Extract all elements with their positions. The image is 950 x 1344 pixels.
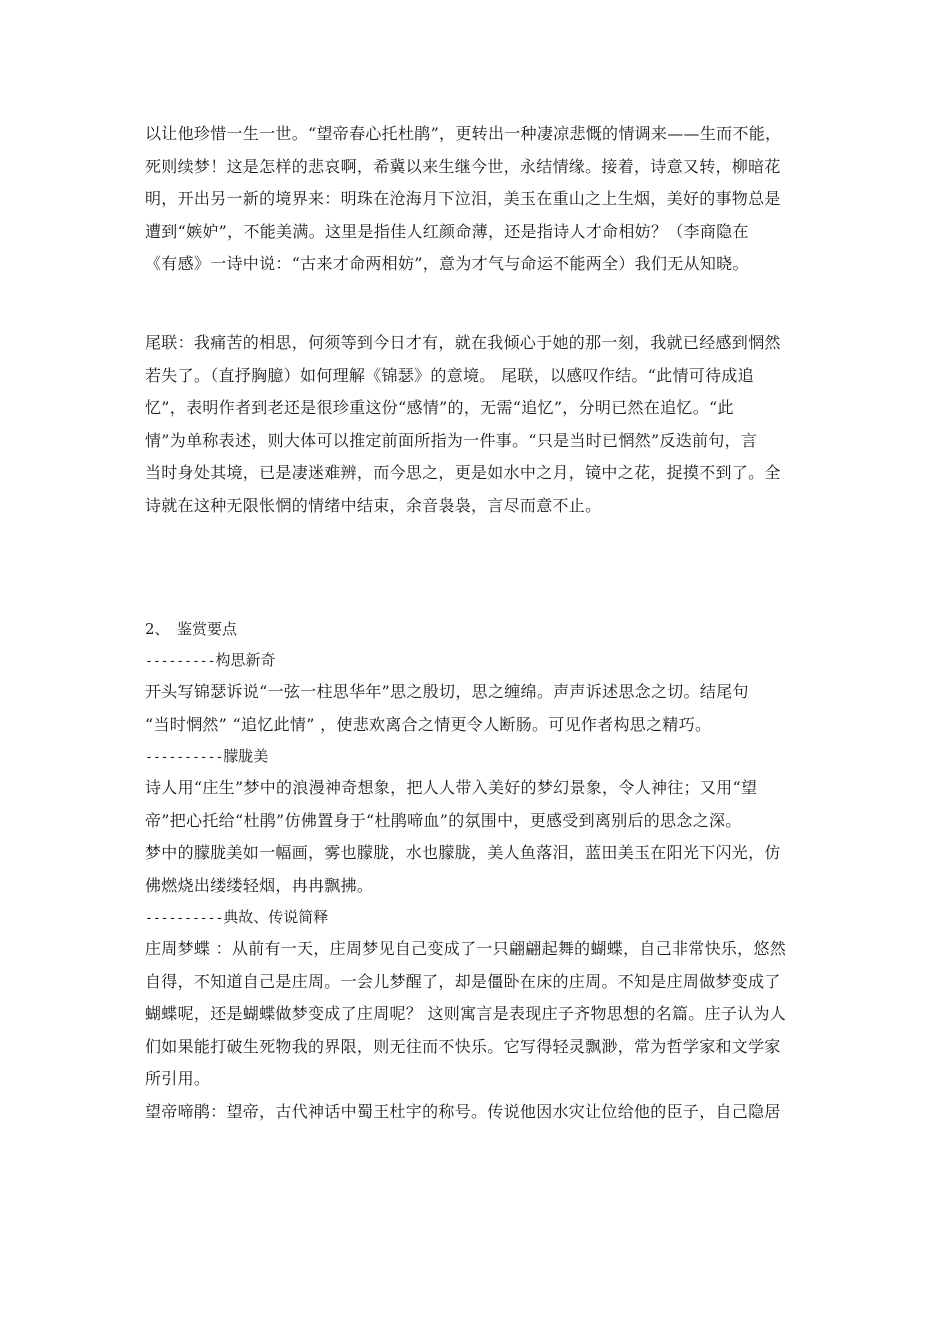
- text-line: 死则续梦！这是怎样的悲哀啊，希冀以来生继今世，永结情缘。接着，诗意又转，柳暗花: [145, 156, 781, 176]
- text-line: “当时惘然” “追忆此情” ，使悲欢离合之情更令人断肠。可见作者构思之精巧。: [145, 714, 712, 734]
- text-line: 开头写锦瑟诉说“一弦一柱思华年”思之殷切，思之缠绵。声声诉述思念之切。结尾句: [145, 682, 749, 701]
- text-line: 蝴蝶呢，还是蝴蝶做梦变成了庄周呢？ 这则寓言是表现庄子齐物思想的名篇。庄子认为人: [145, 1004, 787, 1023]
- text-line: 佛燃烧出缕缕轻烟，冉冉飘拂。: [145, 875, 374, 895]
- text-line: 忆”，表明作者到老还是很珍重这份“感情”的，无需“追忆”，分明已然在追忆。“此: [145, 398, 734, 417]
- paragraph-text: [145, 118, 815, 281]
- text-line: 以让他珍惜一生一世。“望帝春心托杜鹃”，更转出一种凄凉悲慨的情调来——生而不能，: [145, 124, 782, 143]
- dash-rule: ---------: [145, 654, 216, 669]
- text-line: 若失了。（直抒胸臆）如何理解《锦瑟》的意境。 尾联，以感叹作结。“此情可待成追: [145, 365, 754, 385]
- text-line: 帝”把心托给“杜鹃”仿佛置身于“杜鹃啼血”的氛围中，更感受到离别后的思念之深。: [145, 810, 742, 830]
- text-line: 所引用。: [145, 1069, 211, 1088]
- text-line: 望帝啼鹃：望帝，古代神话中蜀王杜宇的称号。传说他因水灾让位给他的臣子，自己隐居: [145, 1101, 781, 1121]
- text-line: 庄周梦蝶 ：从前有一天，庄周梦见自己变成了一只翩翩起舞的蝴蝶，自己非常快乐，悠然: [145, 939, 787, 958]
- paragraph-text: [145, 327, 815, 522]
- subsection-title: 典故、传说简释: [223, 908, 329, 926]
- subsection-heading-haziness: [145, 741, 815, 772]
- subsection-title: 朦胧美: [223, 747, 269, 765]
- text-line: 遭到“嫉妒”，不能美满。这里是指佳人红颜命薄，还是指诗人才命相妨？（李商隐在: [145, 221, 749, 241]
- text-line: 诗人用“庄生”梦中的浪漫神奇想象，把人人带入美好的梦幻景象，令人神往；又用“望: [145, 778, 758, 797]
- text-line: 《有感》一诗中说：“古来才命两相妨”，意为才气与命运不能两全）我们无从知晓。: [145, 254, 749, 273]
- text-line: 自得，不知道自己是庄周。一会儿梦醒了，却是僵卧在床的庄周。不知是庄周做梦变成了: [145, 971, 781, 991]
- section-appreciation: [145, 614, 815, 1128]
- section-heading: 2、 鉴赏要点: [145, 620, 238, 638]
- paragraph-sorrow-dream: [145, 118, 815, 281]
- subsection-title: 构思新奇: [215, 651, 276, 669]
- subsection-heading-allusions: [145, 902, 815, 933]
- text-line: 尾联：我痛苦的相思，何须等到今日才有，就在我倾心于她的那一刻，我就已经感到惘然: [145, 333, 781, 352]
- dash-rule: ----------: [145, 911, 224, 926]
- dash-rule: ----------: [145, 750, 224, 765]
- text-line: 们如果能打破生死物我的界限，则无往而不快乐。它写得轻灵飘渺，常为哲学家和文学家: [145, 1036, 781, 1056]
- text-line: 诗就在这种无限怅惘的情绪中结束，余音袅袅，言尽而意不止。: [145, 495, 602, 515]
- text-line: 梦中的朦胧美如一幅画，雾也朦胧，水也朦胧，美人鱼落泪，蓝田美玉在阳光下闪光，仿: [145, 843, 781, 862]
- text-line: 明，开出另一新的境界来：明珠在沧海月下泣泪，美玉在重山之上生烟，美好的事物总是: [145, 189, 781, 208]
- paragraph-final-couplet: [145, 327, 815, 522]
- text-line: 当时身处其境，已是凄迷难辨，而今思之，更是如水中之月，镜中之花，捉摸不到了。全: [145, 463, 781, 482]
- subsection-heading-conception: [145, 645, 815, 676]
- text-line: 情”为单称表述，则大体可以推定前面所指为一件事。“只是当时已惘然”反迭前句，言: [145, 430, 758, 450]
